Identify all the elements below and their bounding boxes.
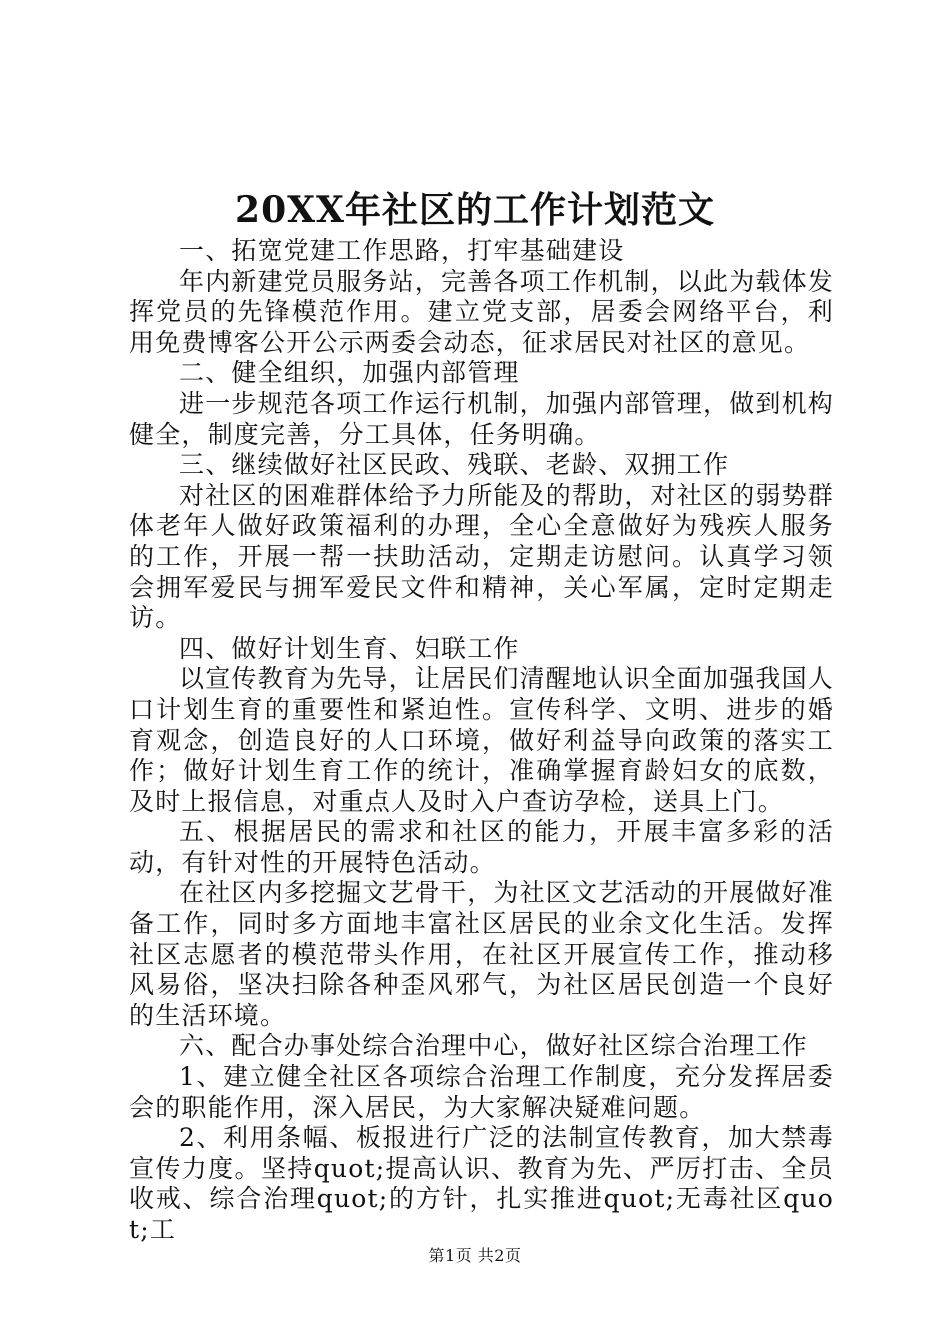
section-heading-3: 三、继续做好社区民政、残联、老龄、双拥工作 <box>179 450 730 480</box>
document-title: 20XX年社区的工作计划范文 <box>235 189 715 231</box>
section-heading-5: 五、根据居民的需求和社区的能力，开展丰富多彩的活动，有针对性的开展特色活动。 <box>129 817 834 877</box>
section-heading-1: 一、拓宽党建工作思路，打牢基础建设 <box>179 236 625 265</box>
body-paragraph: 1、建立健全社区各项综合治理工作制度，充分发挥居委会的职能作用，深入居民，为大家解决疑难问题。 <box>129 1062 834 1122</box>
body-paragraph: 在社区内多挖掘文艺骨干，为社区文艺活动的开展做好准备工作，同时多方面地丰富社区居民的业余文化生活。发挥社区志愿者的模范带头作用，在社区开展宣传工作，推动移风易俗，坚决扫除各种歪风邪气，为社区居民创造一个良好的生活环境。 <box>129 878 835 1030</box>
section-heading-4: 四、做好计划生育、妇联工作 <box>179 633 520 663</box>
body-paragraph: 2、利用条幅、板报进行广泛的法制宣传教育，加大禁毒宣传力度。坚持quot;提高认识、教育为先、严厉打击、全员收戒、综合治理quot;的方针，扎实推进quot;无毒社区quot;工 <box>129 1123 834 1244</box>
body-paragraph: 以宣传教育为先导，让居民们清醒地认识全面加强我国人口计划生育的重要性和紧迫性。宣传科学、文明、进步的婚育观念，创造良好的人口环境，做好利益导向政策的落实工作；做好计划生育工作的统计，准确掌握育龄妇女的底数，及时上报信息，对重点人及时入户查访孕检，送具上门。 <box>129 664 835 816</box>
body-paragraph: 年内新建党员服务站，完善各项工作机制，以此为载体发挥党员的先锋模范作用。建立党支部，居委会网络平台，利用免费博客公开公示两委会动态，征求居民对社区的意见。 <box>129 266 835 357</box>
section-heading-6: 六、配合办事处综合治理中心，做好社区综合治理工作 <box>179 1031 808 1061</box>
page-number-footer: 第1页 共2页 <box>428 1246 522 1265</box>
body-paragraph: 对社区的困难群体给予力所能及的帮助，对社区的弱势群体老年人做好政策福利的办理，全心全意做好为残疾人服务的工作，开展一帮一扶助活动，定期走访慰问。认真学习领会拥军爱民与拥军爱民文件和精神，关心军属，定时定期走访。 <box>129 480 835 633</box>
section-heading-2: 二、健全组织，加强内部管理 <box>179 358 520 388</box>
document-body <box>129 236 834 1246</box>
body-paragraph: 进一步规范各项工作运行机制，加强内部管理，做到机构健全，制度完善，分工具体，任务明确。 <box>129 388 835 449</box>
